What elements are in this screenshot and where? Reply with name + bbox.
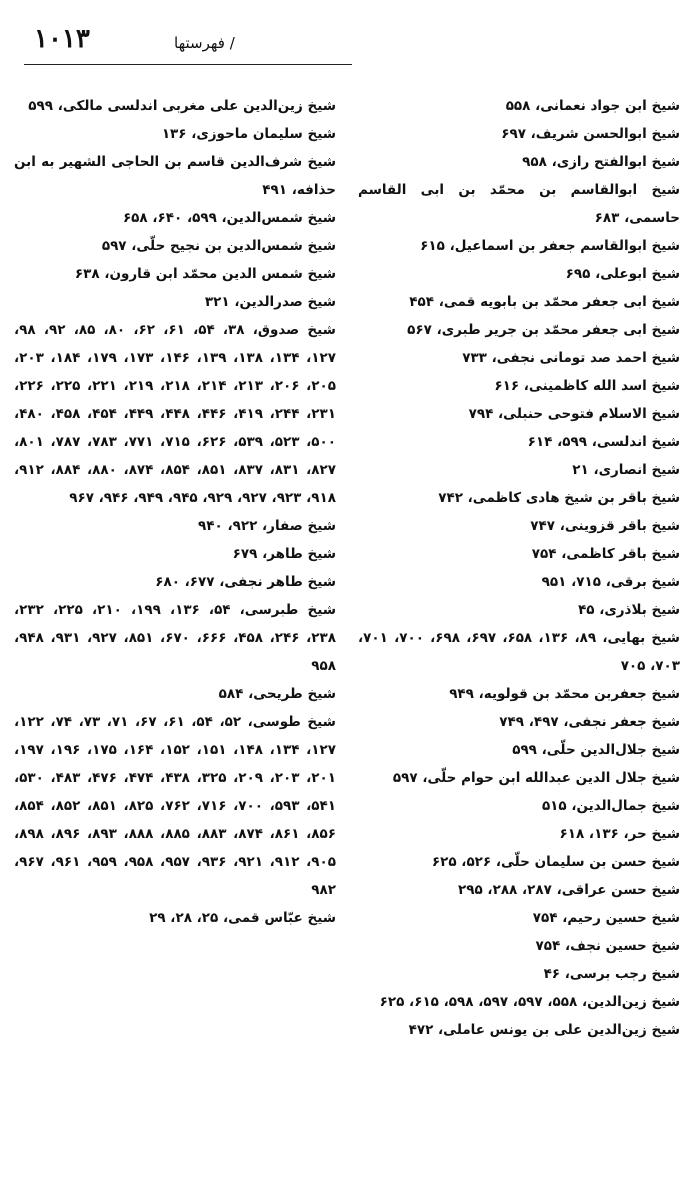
entry-pages: ۹۲۲، ۹۴۰ — [198, 518, 258, 534]
entry-name: شیخ طبرسی، — [239, 602, 336, 618]
entry-name: شیخ رجب برسی، — [564, 966, 680, 982]
entry-name: شیخ طاهر نجفی، — [219, 574, 336, 590]
entry-pages: ۷۵۴ — [532, 910, 558, 926]
entry-name: شیخ صدوق، — [252, 322, 336, 338]
entry-pages: ۶۹۵ — [565, 266, 591, 282]
entry-name: شیخ بلاذری، — [599, 602, 680, 618]
entry-name: شیخ ابوالحسن شریف، — [530, 126, 680, 142]
entry-name: شیخ شرف‌الدین قاسم بن الحاجی الشهیر به ابن حذافه، — [14, 154, 336, 198]
index-entry — [358, 512, 680, 540]
entry-pages: ۵۹۹ — [512, 742, 537, 758]
index-entry — [358, 232, 680, 260]
index-entry — [358, 568, 680, 596]
entry-pages: ۲۱ — [572, 462, 589, 478]
entry-pages: ۶۷۹ — [232, 546, 258, 562]
entry-name: شیخ زین‌الدین علی بن یونس عاملی، — [438, 1022, 680, 1038]
index-entry — [358, 1016, 680, 1044]
entry-name: شیخ زین‌الدین علی مغربی اندلسی مالکی، — [57, 98, 336, 114]
entry-name: شیخ ابوعلی، — [595, 266, 680, 282]
entry-pages: ۵۲، ۵۴، ۶۱، ۶۷، ۷۱، ۷۳، ۷۴، ۱۲۲، ۱۲۷، ۱۳۴، ۱۴۸، ۱۵۱، ۱۵۲، ۱۶۴، ۱۷۵، ۱۹۶، ۱۹۷، ۲۰۱، ۲۰۳، ۲۰۹، ۳۲۵، ۴۳۸، ۴۷۴، ۴۷۶، ۴۸۳، ۵۳۰، ۵۴۱، ۵۹۳، ۷۰۰، ۷۱۶، ۷۶۲، ۸۲۵، ۸۵۱، ۸۵۲، ۸۵۴، ۸۵۶، ۸۶۱، ۸۷۴، ۸۸۳، ۸۸۵، ۸۸۸، ۸۹۳، ۸۹۶، ۸۹۸، ۹۰۵، ۹۱۲، ۹۲۱، ۹۳۶، ۹۵۷، ۹۵۸، ۹۵۹، ۹۶۱، ۹۶۷، ۹۸۲ — [14, 714, 336, 898]
index-entry — [14, 92, 336, 120]
index-entry — [358, 988, 680, 1016]
index-entry — [358, 624, 680, 680]
index-entry — [358, 792, 680, 820]
index-entry — [358, 148, 680, 176]
entry-pages: ۴۷۲ — [408, 1022, 434, 1038]
entry-pages: ۳۸، ۵۴، ۶۱، ۶۲، ۸۰، ۸۵، ۹۲، ۹۸، ۱۲۷، ۱۳۴، ۱۳۸، ۱۳۹، ۱۴۶، ۱۷۳، ۱۷۹، ۱۸۴، ۲۰۳، ۲۰۵، ۲۰۶، ۲۱۳، ۲۱۴، ۲۱۸، ۲۱۹، ۲۲۱، ۲۲۵، ۲۲۶، ۲۳۱، ۲۴۴، ۴۱۹، ۴۴۶، ۴۴۸، ۴۴۹، ۴۵۴، ۴۵۸، ۴۸۰، ۵۰۰، ۵۲۳، ۵۳۹، ۶۲۶، ۷۱۵، ۷۷۱، ۷۸۳، ۷۸۷، ۸۰۱، ۸۲۷، ۸۳۱، ۸۳۷، ۸۵۱، ۸۵۴، ۸۷۴، ۸۸۰، ۸۸۴، ۹۱۲، ۹۱۸، ۹۲۳، ۹۲۷، ۹۲۹، ۹۴۵، ۹۴۹، ۹۴۶، ۹۶۷ — [14, 322, 336, 506]
entry-pages: ۷۱۵، ۹۵۱ — [541, 574, 601, 590]
index-entry — [14, 568, 336, 596]
entry-name: شیخ جمال‌الدین، — [571, 798, 680, 814]
entry-name: شیخ الاسلام فتوحی حنبلی، — [498, 406, 680, 422]
entry-name: شیخ ابن جواد نعمانی، — [535, 98, 680, 114]
index-entry — [14, 120, 336, 148]
entry-name: شیخ احمد صد تومانی نجفی، — [491, 350, 680, 366]
index-entry — [358, 260, 680, 288]
index-entry — [358, 344, 680, 372]
entry-pages: ۴۵۴ — [409, 294, 434, 310]
index-entry — [358, 848, 680, 876]
entry-pages: ۶۱۶ — [494, 378, 520, 394]
entry-pages: ۷۴۷ — [530, 518, 555, 534]
entry-pages: ۵۹۹، ۶۴۰، ۶۵۸ — [122, 210, 217, 226]
entry-name: شیخ شمس‌الدین، — [221, 210, 336, 226]
index-entry — [358, 764, 680, 792]
index-entry — [358, 540, 680, 568]
entry-pages: ۴۹۷، ۷۴۹ — [499, 714, 559, 730]
entry-pages: ۹۵۸ — [522, 154, 547, 170]
entry-pages: ۵۹۷ — [392, 770, 418, 786]
entry-name: شیخ جعفر نجفی، — [563, 714, 680, 730]
index-entry — [14, 596, 336, 680]
index-entry — [358, 120, 680, 148]
entry-pages: ۵۱۵ — [541, 798, 567, 814]
entry-name: شیخ اسد الله کاظمینی، — [523, 378, 680, 394]
entry-pages: ۶۱۵ — [420, 238, 445, 254]
entry-pages: ۵۹۷ — [101, 238, 127, 254]
entry-pages: ۱۳۶، ۶۱۸ — [559, 826, 619, 842]
index-entry — [358, 680, 680, 708]
index-entry — [14, 148, 336, 204]
entry-name: شیخ طوسی، — [247, 714, 336, 730]
entry-name: شیخ حسن بن سلیمان حلّی، — [495, 854, 680, 870]
entry-name: شیخ سلیمان ماحوزی، — [191, 126, 336, 142]
entry-name: شیخ عبّاس قمی، — [222, 910, 336, 926]
index-entry — [14, 316, 336, 512]
index-entry — [358, 820, 680, 848]
index-entry — [14, 260, 336, 288]
entry-name: شیخ حسین رحیم، — [562, 910, 680, 926]
index-entry — [14, 232, 336, 260]
index-entry — [358, 400, 680, 428]
entry-name: شیخ جلال الدین عبدالله ابن حوام حلّی، — [422, 770, 680, 786]
index-entry — [358, 176, 680, 232]
index-entry — [358, 92, 680, 120]
entry-pages: ۴۶ — [543, 966, 561, 982]
entry-pages: ۶۳۸ — [74, 266, 100, 282]
index-entry — [14, 540, 336, 568]
entry-pages: ۷۴۲ — [438, 490, 463, 506]
index-entry — [14, 708, 336, 904]
entry-pages: ۳۲۱ — [204, 294, 230, 310]
index-entry — [14, 680, 336, 708]
entry-pages: ۶۹۷ — [501, 126, 526, 142]
index-column-left — [14, 92, 336, 932]
entry-pages: ۴۹۱ — [262, 182, 287, 198]
entry-name: شیخ صفار، — [262, 518, 336, 534]
index-entry — [358, 904, 680, 932]
entry-name: شیخ طریحی، — [248, 686, 336, 702]
index-entry — [14, 904, 336, 932]
entry-pages: ۸۹، ۱۳۶، ۶۵۸، ۶۹۷، ۶۹۸، ۷۰۰، ۷۰۱، ۷۰۳، ۷۰۵ — [358, 630, 680, 674]
entry-name: شیخ حر، — [623, 826, 680, 842]
entry-name: شیخ ابوالقاسم جعفر بن اسماعیل، — [449, 238, 680, 254]
entry-name: شیخ زین‌الدین، — [581, 994, 680, 1010]
entry-name: شیخ شمس‌الدین بن نجیح حلّی، — [131, 238, 336, 254]
entry-name: شیخ باقر بن شیخ هادی کاظمی، — [467, 490, 680, 506]
index-entry — [358, 736, 680, 764]
entry-pages: ۵۸۴ — [218, 686, 244, 702]
entry-pages: ۷۵۴ — [531, 546, 557, 562]
entry-name: شیخ شمس الدین محمّد ابن قارون، — [104, 266, 336, 282]
entry-name: شیخ ابوالفتح رازی، — [551, 154, 680, 170]
entry-pages: ۲۸۷، ۲۸۸، ۲۹۵ — [458, 882, 552, 898]
entry-pages: ۱۳۶ — [161, 126, 187, 142]
entry-name: شیخ باقر کاظمی، — [561, 546, 680, 562]
entry-pages: ۵۹۹ — [28, 98, 53, 114]
index-entry — [358, 456, 680, 484]
entry-name: شیخ ابوالقاسم بن محمّد بن ابی القاسم حاسمی، — [358, 182, 680, 226]
index-entry — [14, 204, 336, 232]
entry-pages: ۵۹۹، ۶۱۴ — [527, 434, 587, 450]
index-entry — [358, 708, 680, 736]
entry-pages: ۹۴۹ — [449, 686, 474, 702]
entry-name: شیخ حسن عراقی، — [556, 882, 680, 898]
entry-name: شیخ جلال‌الدین حلّی، — [541, 742, 680, 758]
entry-name: شیخ جعفربن محمّد بن قولویه، — [478, 686, 680, 702]
entry-pages: ۲۵، ۲۸، ۲۹ — [149, 910, 219, 926]
entry-pages: ۷۹۴ — [468, 406, 494, 422]
running-title: / فهرستها — [174, 34, 235, 52]
entry-pages: ۴۵ — [578, 602, 595, 618]
entry-pages: ۷۳۳ — [462, 350, 487, 366]
entry-pages: ۶۸۳ — [594, 210, 620, 226]
entry-name: شیخ بهایی، — [602, 630, 680, 646]
index-entry — [358, 876, 680, 904]
entry-name: شیخ ابی جعفر محمّد بن بابویه قمی، — [438, 294, 680, 310]
page-number: ۱۰۱۳ — [34, 24, 90, 54]
page-header — [24, 20, 352, 65]
index-entry — [358, 484, 680, 512]
index-entry — [358, 288, 680, 316]
index-entry — [358, 316, 680, 344]
entry-name: شیخ اندلسی، — [591, 434, 680, 450]
entry-name: شیخ برقی، — [605, 574, 680, 590]
index-entry — [358, 596, 680, 624]
entry-pages: ۶۷۷، ۶۸۰ — [155, 574, 215, 590]
index-entry — [14, 512, 336, 540]
index-entry — [358, 428, 680, 456]
entry-pages: ۷۵۴ — [535, 938, 561, 954]
index-column-right — [358, 92, 680, 1044]
entry-name: شیخ باقر قزوینی، — [559, 518, 680, 534]
entry-name: شیخ انصاری، — [593, 462, 680, 478]
entry-name: شیخ حسین نجف، — [564, 938, 680, 954]
entry-pages: ۵۵۸ — [505, 98, 531, 114]
entry-name: شیخ ابی جعفر محمّد بن جریر طبری، — [436, 322, 680, 338]
entry-pages: ۵۴، ۱۳۶، ۱۹۹، ۲۱۰، ۲۲۵، ۲۳۲، ۲۳۸، ۲۴۶، ۴۵۸، ۶۶۶، ۶۷۰، ۸۵۱، ۹۲۷، ۹۳۱، ۹۴۸، ۹۵۸ — [14, 602, 336, 674]
index-entry — [358, 932, 680, 960]
entry-pages: ۵۲۶، ۶۲۵ — [431, 854, 492, 870]
index-entry — [358, 372, 680, 400]
index-entry — [14, 288, 336, 316]
entry-name: شیخ صدرالدین، — [234, 294, 336, 310]
entry-name: شیخ طاهر، — [262, 546, 336, 562]
entry-pages: ۵۵۸، ۵۹۷، ۵۹۷، ۵۹۸، ۶۱۵، ۶۲۵ — [379, 994, 578, 1010]
index-entry — [358, 960, 680, 988]
entry-pages: ۵۶۷ — [407, 322, 432, 338]
